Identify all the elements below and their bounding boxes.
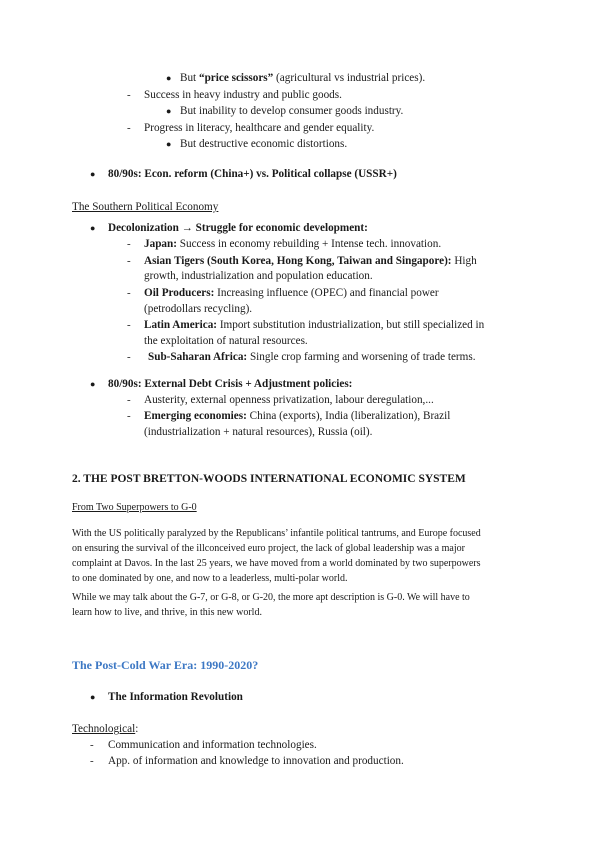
list-item-continuation: the exploitation of natural resources.	[144, 335, 308, 347]
bullet-icon: ●	[90, 169, 96, 179]
paragraph-line: to one dominated by one, and now to a leaderless, multi-polar world.	[72, 573, 348, 584]
paragraph-line: While we may talk about the G-7, or G-8, or G-20, the more apt description is G-0. We will have to	[72, 592, 470, 603]
list-item-continuation: (industrialization + natural resources), Russia (oil).	[144, 426, 373, 438]
list-item: Austerity, external openness privatization, labour deregulation,...	[144, 394, 434, 406]
bullet-icon: ●	[166, 106, 172, 116]
list-item: 80/90s: Econ. reform (China+) vs. Political collapse (USSR+)	[108, 168, 397, 180]
dash-icon: -	[127, 287, 131, 299]
bullet-icon: ●	[166, 73, 172, 83]
list-item: Success in heavy industry and public goods.	[144, 89, 342, 101]
paragraph-line: complaint at Davos. In the last 25 years, we have moved from a world dominated by two superpowers	[72, 558, 481, 569]
list-item: Latin America: Import substitution industrialization, but still specialized in	[144, 319, 485, 331]
dash-icon: -	[127, 89, 131, 101]
list-item: But destructive economic distortions.	[180, 138, 348, 150]
list-item-continuation: growth, industrialization and population education.	[144, 270, 373, 282]
section-heading: 2. THE POST BRETTON-WOODS INTERNATIONAL ECONOMIC SYSTEM	[72, 473, 466, 485]
dash-icon: -	[127, 122, 131, 134]
section-subheading: From Two Superpowers to G-0	[72, 502, 197, 513]
list-item: 80/90s: External Debt Crisis + Adjustment policies:	[108, 378, 353, 390]
dash-icon: -	[127, 351, 131, 363]
dash-icon: -	[90, 739, 94, 751]
bullet-icon: ●	[90, 692, 96, 702]
list-item: Emerging economies: China (exports), India (liberalization), Brazil	[144, 410, 451, 422]
bullet-icon: ●	[90, 379, 96, 389]
section-subheading: The Southern Political Economy	[72, 201, 219, 213]
paragraph-line: learn how to live, and thrive, in this new world.	[72, 607, 262, 618]
list-item: Progress in literacy, healthcare and gender equality.	[144, 122, 375, 134]
list-item: But inability to develop consumer goods industry.	[180, 105, 404, 117]
dash-icon: -	[127, 410, 131, 422]
list-item: The Information Revolution	[108, 691, 243, 703]
dash-icon: -	[127, 238, 131, 250]
list-item-continuation: (petrodollars recycling).	[144, 303, 253, 315]
list-item: But “price scissors” (agricultural vs industrial prices).	[180, 72, 426, 84]
list-item: Oil Producers: Increasing influence (OPEC) and financial power	[144, 287, 439, 299]
dash-icon: -	[127, 394, 131, 406]
list-item: App. of information and knowledge to innovation and production.	[108, 755, 404, 767]
list-item: Communication and information technologies.	[108, 739, 317, 751]
subheading: Technological:	[72, 723, 139, 735]
paragraph-line: With the US politically paralyzed by the Republicans’ infantile political tantrums, and Europe focused	[72, 528, 481, 539]
list-item: Japan: Success in economy rebuilding + Intense tech. innovation.	[144, 238, 442, 250]
dash-icon: -	[90, 755, 94, 767]
dash-icon: -	[127, 319, 131, 331]
dash-icon: -	[127, 255, 131, 267]
list-item: Sub-Saharan Africa: Single crop farming and worsening of trade terms.	[148, 351, 476, 363]
bullet-icon: ●	[90, 223, 96, 233]
paragraph-line: on ensuring the survival of the illconceived euro project, the lack of global leadership was a major	[72, 543, 465, 554]
list-item: Decolonization → Struggle for economic development:	[108, 222, 368, 234]
section-heading-blue: The Post-Cold War Era: 1990-2020?	[72, 658, 259, 672]
list-item: Asian Tigers (South Korea, Hong Kong, Taiwan and Singapore): High	[144, 255, 477, 267]
bullet-icon: ●	[166, 139, 172, 149]
